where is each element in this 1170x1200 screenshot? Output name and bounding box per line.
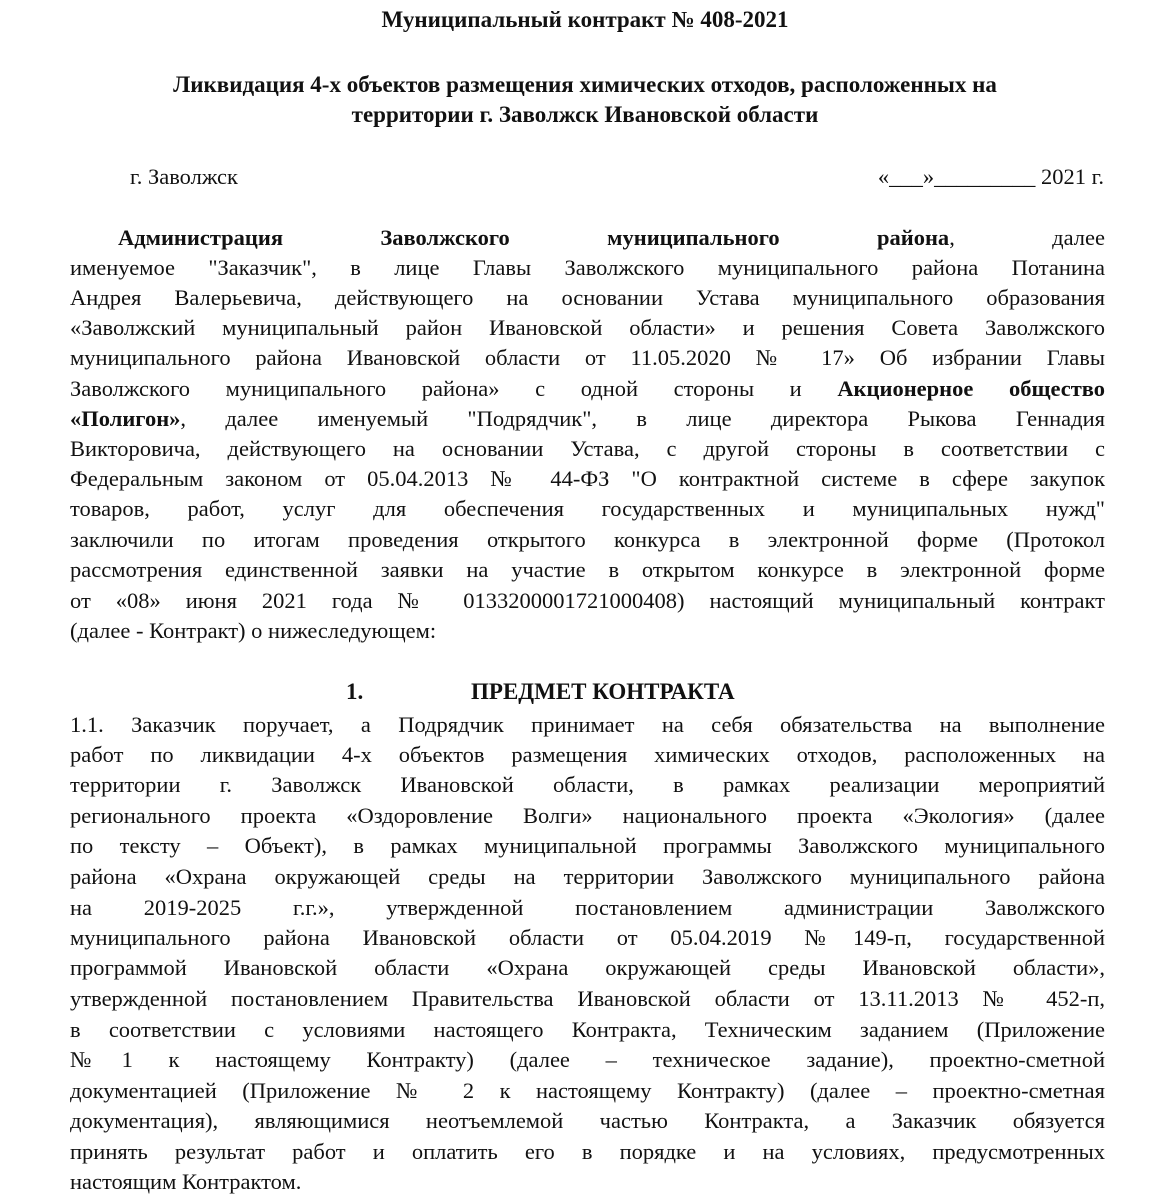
section-line: района «Охрана окружающей среды на территории Заволжского муниципального района [70,864,1105,889]
contract-title: Муниципальный контракт № 408-2021 [381,7,789,32]
section-line: на 2019-2025 г.г.», утвержденной постановлением администрации Заволжского [70,895,1105,920]
preamble-line: заключили по итогам проведения открытого конкурса в электронной форме (Протокол [70,527,1105,552]
section-line: №1 к настоящему Контракту) (далее – техническое задание), проектно-сметной [70,1047,1105,1072]
section-line: работ по ликвидации 4-х объектов размещения химических отходов, расположенных на [70,742,1105,767]
section-line: по тексту – Объект), в рамках муниципальной программы Заволжского муниципального [70,833,1105,858]
contractor-name-part-2: «Полигон» [70,406,181,431]
preamble-line: именуемое "Заказчик", в лице Главы Заволжского муниципального района Потанина [70,255,1105,280]
preamble-line: Федеральным законом от 05.04.2013 № 44-ФЗ "О контрактной системе в сфере закупок [70,466,1105,491]
section-number: 1. [346,679,364,704]
preamble-line: рассмотрения единственной заявки на участие в открытом конкурсе в электронной форме [70,557,1105,582]
section-line: регионального проекта «Оздоровление Волги» национального проекта «Экология» (далее [70,803,1105,828]
section-line: настоящим Контрактом. [70,1169,302,1194]
section-line: в соответствии с условиями настоящего Контракта, Техническим заданием (Приложение [70,1017,1105,1042]
section-line: программой Ивановской области «Охрана окружающей среды Ивановской области», [70,955,1105,980]
preamble-line: Викторовича, действующего на основании Устава, с другой стороны в соответствии с [70,436,1105,461]
section-line: утвержденной постановлением Правительства Ивановской области от 13.11.2013 № 452-п, [70,986,1105,1011]
section-title: ПРЕДМЕТ КОНТРАКТА [471,679,735,704]
preamble-line: муниципального района Ивановской области от 11.05.2020 № 17» Об избрании Главы [70,345,1105,370]
section-line: территории г. Заволжск Ивановской области, в рамках реализации мероприятий [70,772,1105,797]
preamble-line: товаров, работ, услуг для обеспечения государственных и муниципальных нужд" [70,496,1105,521]
contract-place: г. Заволжск [130,164,238,189]
preamble-line: Заволжского муниципального района» с одной стороны и Акционерное общество [70,376,1105,401]
preamble-line: Администрация Заволжского муниципального района, далее [118,225,1105,250]
section-line: документация), являющимися неотъемлемой частью Контракта, а Заказчик обязуется [70,1108,1105,1133]
preamble-line: Андрея Валерьевича, действующего на основании Устава муниципального образования [70,285,1105,310]
contract-date: «___»_________ 2021 г. [877,164,1104,189]
preamble-line: «Полигон», далее именуемый "Подрядчик", в лице директора Рыкова Геннадия [70,406,1105,431]
contract-subject-line-1: Ликвидация 4-х объектов размещения химических отходов, расположенных на [173,72,997,97]
preamble-line: (далее - Контракт) о нижеследующем: [70,618,437,643]
section-line: 1.1. Заказчик поручает, а Подрядчик принимает на себя обязательства на выполнение [70,712,1105,737]
contractor-name-part-1: Акционерное общество [837,376,1105,401]
section-line: документацией (Приложение № 2 к настоящему Контракту) (далее – проектно-сметная [70,1078,1105,1103]
customer-name: Администрация Заволжского муниципального района [118,225,950,250]
preamble-line: «Заволжский муниципальный район Ивановской области» и решения Совета Заволжского [70,315,1105,340]
section-line: муниципального района Ивановской области от 05.04.2019 №149-п, государственной [70,925,1105,950]
section-line: принять результат работ и оплатить его в порядке и на условиях, предусмотренных [70,1139,1105,1164]
contract-subject-line-2: территории г. Заволжск Ивановской области [351,102,819,127]
preamble-line: от «08» июня 2021 года № 0133200001721000408) настоящий муниципальный контракт [70,588,1105,613]
